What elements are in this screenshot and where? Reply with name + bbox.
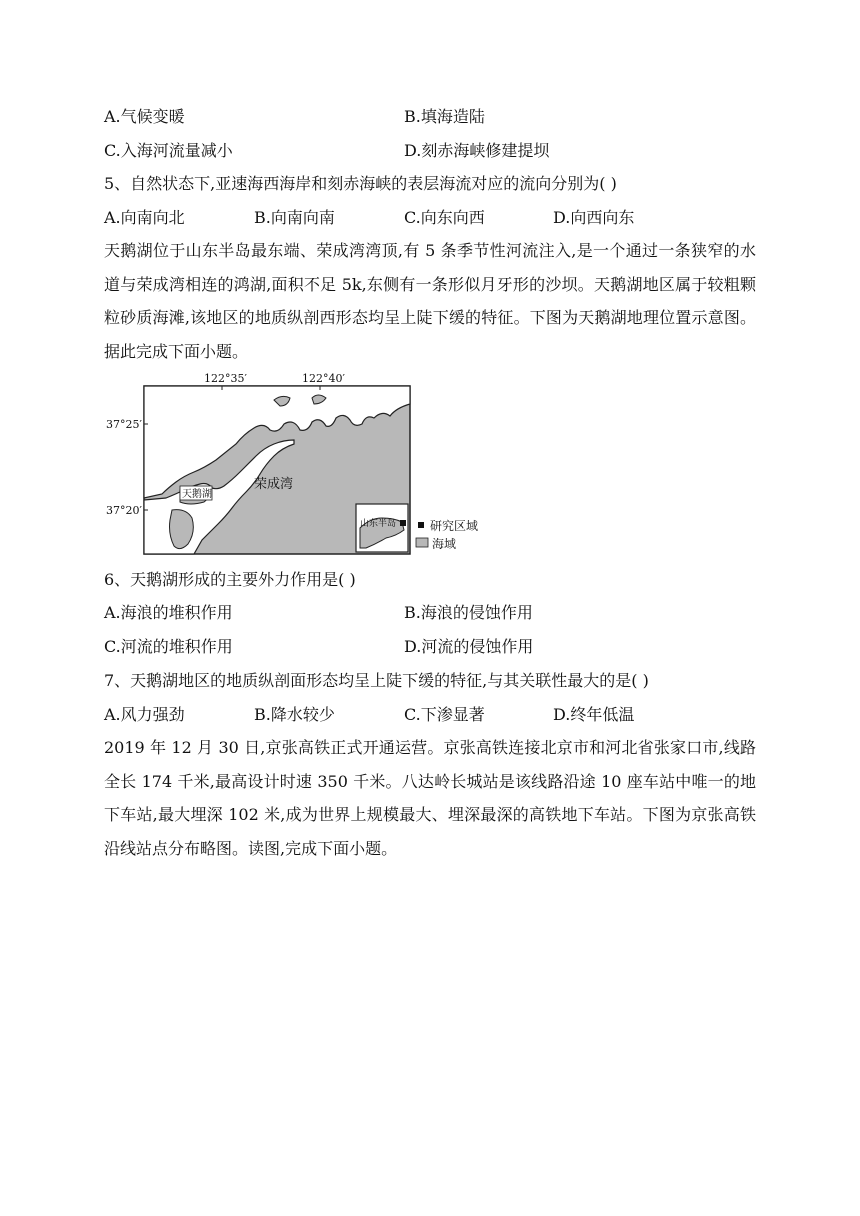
tiane-lake-location-map [104, 368, 504, 560]
q5-option-a: A.向南向北 [104, 208, 185, 227]
lake-label: 天鹅湖 [182, 489, 212, 500]
q5-option-c: C.向东向西 [404, 208, 485, 227]
passage-tiane-lake: 天鹅湖位于山东半岛最东端、荣成湾湾顶,有 5 条季节性河流注入,是一个通过一条狭窄的水道与荣成湾相连的鸿湖,面积不足 5k,东侧有一条形似月牙形的沙坝。天鹅湖地区属于较粗颗粒砂质海滩,该地区的地质纵剖西形态均呈上陡下缓的特征。下图为天鹅湖地理位置示意图。据此完成下面小题。 [104, 241, 756, 361]
q6-stem: 6、天鹅湖形成的主要外力作用是( ) [104, 570, 356, 589]
q7-option-a: A.风力强劲 [104, 705, 185, 724]
q4-option-b: B.填海造陆 [404, 107, 485, 126]
peninsula-label: 山东半岛 [360, 519, 397, 529]
bay-label: 荣成湾 [254, 477, 294, 492]
q5-option-b: B.向南向南 [254, 208, 335, 227]
lat-label-2: 37°20′ [106, 504, 142, 517]
q7-option-d: D.终年低温 [553, 705, 635, 724]
lon-label-1: 122°35′ [204, 372, 247, 385]
q5-stem: 5、自然状态下,亚速海西海岸和刻赤海峡的表层海流对应的流向分别为( ) [104, 174, 617, 193]
legend-study-symbol [418, 522, 424, 528]
legend-study-label: 研究区域 [430, 519, 479, 533]
q5-option-d: D.向西向东 [553, 208, 635, 227]
lon-label-2: 122°40′ [302, 372, 345, 385]
q7-stem: 7、天鹅湖地区的地质纵剖面形态均呈上陡下缓的特征,与其关联性最大的是( ) [104, 671, 649, 690]
lat-label-1: 37°25′ [106, 418, 142, 431]
passage-jingzhang-railway: 2019 年 12 月 30 日,京张高铁正式开通运营。京张高铁连接北京市和河北省张家口市,线路全长 174 千米,最高设计时速 350 千米。八达岭长城站是该线路沿途 10 座车站中唯一的地下车站,最大埋深 102 米,成为世界上规模最大、埋深最深的高铁地下车站。下图为京张高铁沿线站点分布略图。读图,完成下面小题。 [104, 738, 756, 858]
q4-option-d: D.刻赤海峡修建提坝 [404, 141, 550, 160]
legend-sea-symbol [416, 538, 428, 547]
legend-sea-label: 海域 [432, 537, 457, 551]
q4-option-a: A.气候变暖 [104, 107, 185, 126]
q6-option-b: B.海浪的侵蚀作用 [404, 603, 533, 622]
q7-option-c: C.下渗显著 [404, 705, 485, 724]
q7-option-b: B.降水较少 [254, 705, 335, 724]
q4-option-c: C.入海河流量减小 [104, 141, 233, 160]
q6-option-a: A.海浪的堆积作用 [104, 603, 233, 622]
q6-option-c: C.河流的堆积作用 [104, 637, 233, 656]
q6-option-d: D.河流的侵蚀作用 [404, 637, 534, 656]
